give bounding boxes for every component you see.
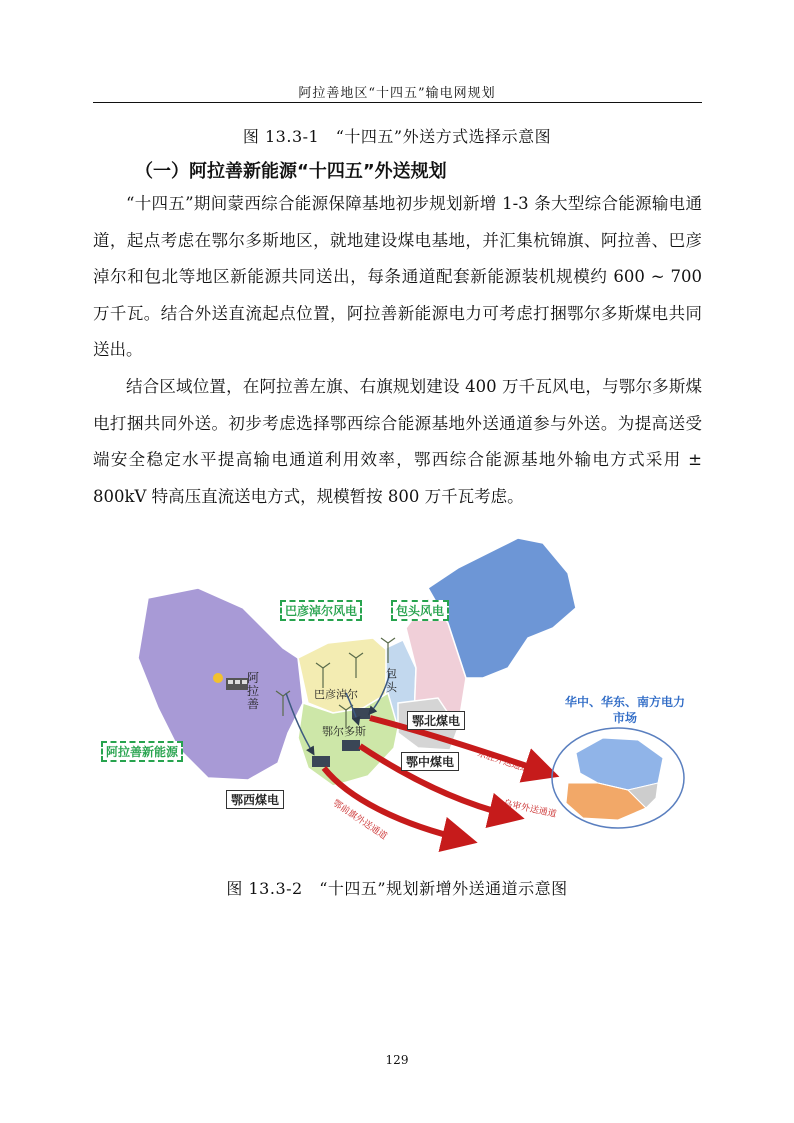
alxa-new-energy-label: 阿拉善新能源 [101,741,183,762]
paragraph-1: “十四五”期间蒙西综合能源保障基地初步规划新增 1-3 条大型综合能源输电通道，起点考虑在鄂尔多斯地区，就地建设煤电基地，并汇集杭锦旗、阿拉善、巴彦淖尔和包北等地区新能源共同送出，每条通道配套新能源装机规模约 600 ~ 700 万千瓦。结合外送直流起点位置，阿拉善新能源电力可考虑打捆鄂尔多斯煤电共同送出。 [93,194,702,359]
exi-coal-label: 鄂西煤电 [226,790,284,809]
market-blue-area [576,738,663,790]
bayannur-region-label: 巴彦淖尔 [314,688,358,701]
alxa-region-label: 阿拉善 [247,671,260,711]
page-number: 129 [385,1053,409,1067]
header-rule [93,102,702,103]
running-header: 阿拉善地区“十四五”输电网规划 [298,86,496,101]
figure-13-3-1-caption: 图 13.3-1 “十四五”外送方式选择示意图 [242,127,552,146]
etuoke-channel-label: 鄂前旗外送通道 [330,798,389,843]
figure-13-3-2-caption: 图 13.3-2 “十四五”规划新增外送通道示意图 [226,879,568,898]
section-heading: （一）阿拉善新能源“十四五”外送规划 [135,161,447,182]
baotou-region-label: 包头 [386,667,397,694]
market-label: 华中、华东、南方电力市场 [565,695,686,725]
exi-plant-icon [312,756,330,767]
baotou-wind-label: 包头风电 [391,600,449,621]
wushen-channel-label: 乌审外送通道 [502,798,558,820]
ezhong-coal-label: 鄂中煤电 [401,752,459,771]
ordos-region-label: 鄂尔多斯 [322,725,366,738]
ezhong-plant-icon [342,740,360,751]
paragraph-2: 结合区域位置，在阿拉善左旗、右旗规划建设 400 万千瓦风电，与鄂尔多斯煤电打捆共同外送。初步考虑选择鄂西综合能源基地外送通道参与外送。为提高送受端安全稳定水平提高输电通道利用效率，鄂西综合能源基地外输电方式采用 ± 800kV 特高压直流送电方式，规模暂按 800 万千瓦考虑。 [93,377,702,506]
dongsheng-channel-label: 东胜外送通道 [475,748,531,776]
ebei-coal-label: 鄂北煤电 [407,711,465,730]
bayannur-wind-label: 巴彦淖尔风电 [280,600,362,621]
